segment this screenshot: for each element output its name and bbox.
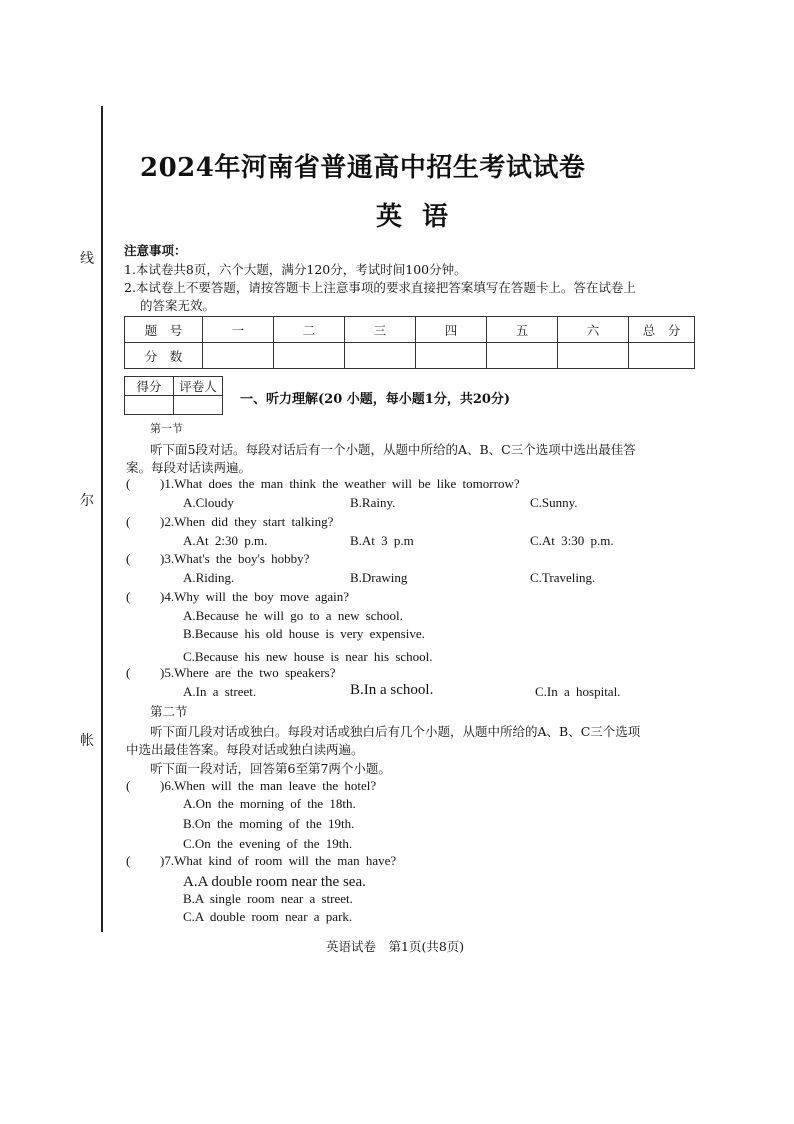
question-stem: )1.What does the man think the weather will be like tomorrow? [160,476,520,491]
option-c: C.Because his new house is near his school. [183,649,433,664]
answer-paren: ( [126,589,131,604]
option-c: C.At 3:30 p.m. [530,533,614,548]
notice-item-2-line-1: 2.本试卷上不要答题，请按答题卡上注意事项的要求直接把答案填写在答题卡上。答在试卷上 [124,280,636,295]
part-instructions-line-2: 中选出最佳答案。每段对话或独白读两遍。 [126,742,364,757]
score-table [124,316,695,369]
score-table-header-row [125,317,695,343]
option-b: B.In a school. [350,682,434,698]
score-header-cell: 五 [487,317,558,343]
answer-paren: ( [126,665,131,680]
score-header-cell: 题 号 [125,317,203,343]
score-table-score-row [125,343,695,369]
part-sub-instructions: 听下面一段对话，回答第6至第7两个小题。 [150,761,391,776]
option-c: C.Sunny. [530,495,578,510]
score-header-cell: 三 [345,317,416,343]
part-instructions-line-1: 听下面几段对话或独白。每段对话或独白后有几个小题，从题中所给的A、B、C三个选项 [150,724,641,739]
option-b: B.Because his old house is very expensive. [183,626,425,641]
score-cell [274,343,345,369]
option-b: B.Drawing [350,570,408,585]
option-b: B.On the moming of the 19th. [183,816,355,831]
score-header-cell: 二 [274,317,345,343]
grader-score-cell [125,396,174,415]
question-stem: )5.Where are the two speakers? [160,665,336,680]
question-stem: )6.When will the man leave the hotel? [160,778,377,793]
option-a: A.At 2:30 p.m. [183,533,268,548]
binding-label-zhang: 帐 [80,733,94,749]
option-b: B.A single room near a street. [183,891,353,906]
score-cell [629,343,695,369]
answer-paren: ( [126,853,131,868]
notice-item-1: 1.本试卷共8页，六个大题，满分120分，考试时间100分钟。 [124,262,467,277]
option-b: B.Rainy. [350,495,396,510]
question-stem: )2.When did they start talking? [160,514,334,529]
option-c: C.Traveling. [530,570,596,585]
option-c: C.In a hospital. [535,684,621,699]
option-a: A.In a street. [183,684,257,699]
score-cell [345,343,416,369]
score-cell [487,343,558,369]
part-label: 第二节 [150,704,188,719]
option-a: A.Cloudy [183,495,234,510]
section-heading: 一、听力理解(20 小题，每小题1分，共20分) [240,392,511,407]
option-a: A.Because he will go to a new school. [183,608,403,623]
part-instructions-line-2: 案。每段对话读两遍。 [126,460,252,475]
score-row-label: 分 数 [125,343,203,369]
answer-paren: ( [126,476,131,491]
answer-paren: ( [126,551,131,566]
score-cell [416,343,487,369]
part-instructions-line-1: 听下面5段对话。每段对话后有一个小题，从题中所给的A、B、C三个选项中选出最佳答 [150,442,636,457]
notice-heading: 注意事项： [124,243,187,258]
exam-title: 2024年河南省普通高中招生考试试卷 [140,153,586,183]
option-c: C.A double room near a park. [183,909,353,924]
part-label: 第一节 [150,422,183,435]
option-a: A.On the morning of the 18th. [183,796,356,811]
grader-name-cell [174,396,223,415]
option-a: A.A double room near the sea. [183,874,366,890]
score-cell [203,343,274,369]
option-b: B.At 3 p.m [350,533,414,548]
score-cell [558,343,629,369]
question-stem: )3.What's the boy's hobby? [160,551,310,566]
notice-item-2-line-2: 的答案无效。 [140,298,216,313]
grader-score-label: 得分 [125,377,174,396]
page-footer: 英语试卷 第1页(共8页) [326,939,465,954]
grader-name-label: 评卷人 [174,377,223,396]
score-header-cell: 四 [416,317,487,343]
binding-label-er: 尔 [80,493,94,509]
question-stem: )7.What kind of room will the man have? [160,853,397,868]
subject-title: 英语 [376,202,469,232]
question-stem: )4.Why will the boy move again? [160,589,350,604]
score-header-cell: 六 [558,317,629,343]
option-a: A.Riding. [183,570,235,585]
grader-table [124,376,223,415]
option-c: C.On the evening of the 19th. [183,836,353,851]
answer-paren: ( [126,778,131,793]
binding-label-xian: 线 [80,251,94,267]
binding-line [101,106,103,932]
score-header-cell: 一 [203,317,274,343]
score-header-cell: 总 分 [629,317,695,343]
answer-paren: ( [126,514,131,529]
